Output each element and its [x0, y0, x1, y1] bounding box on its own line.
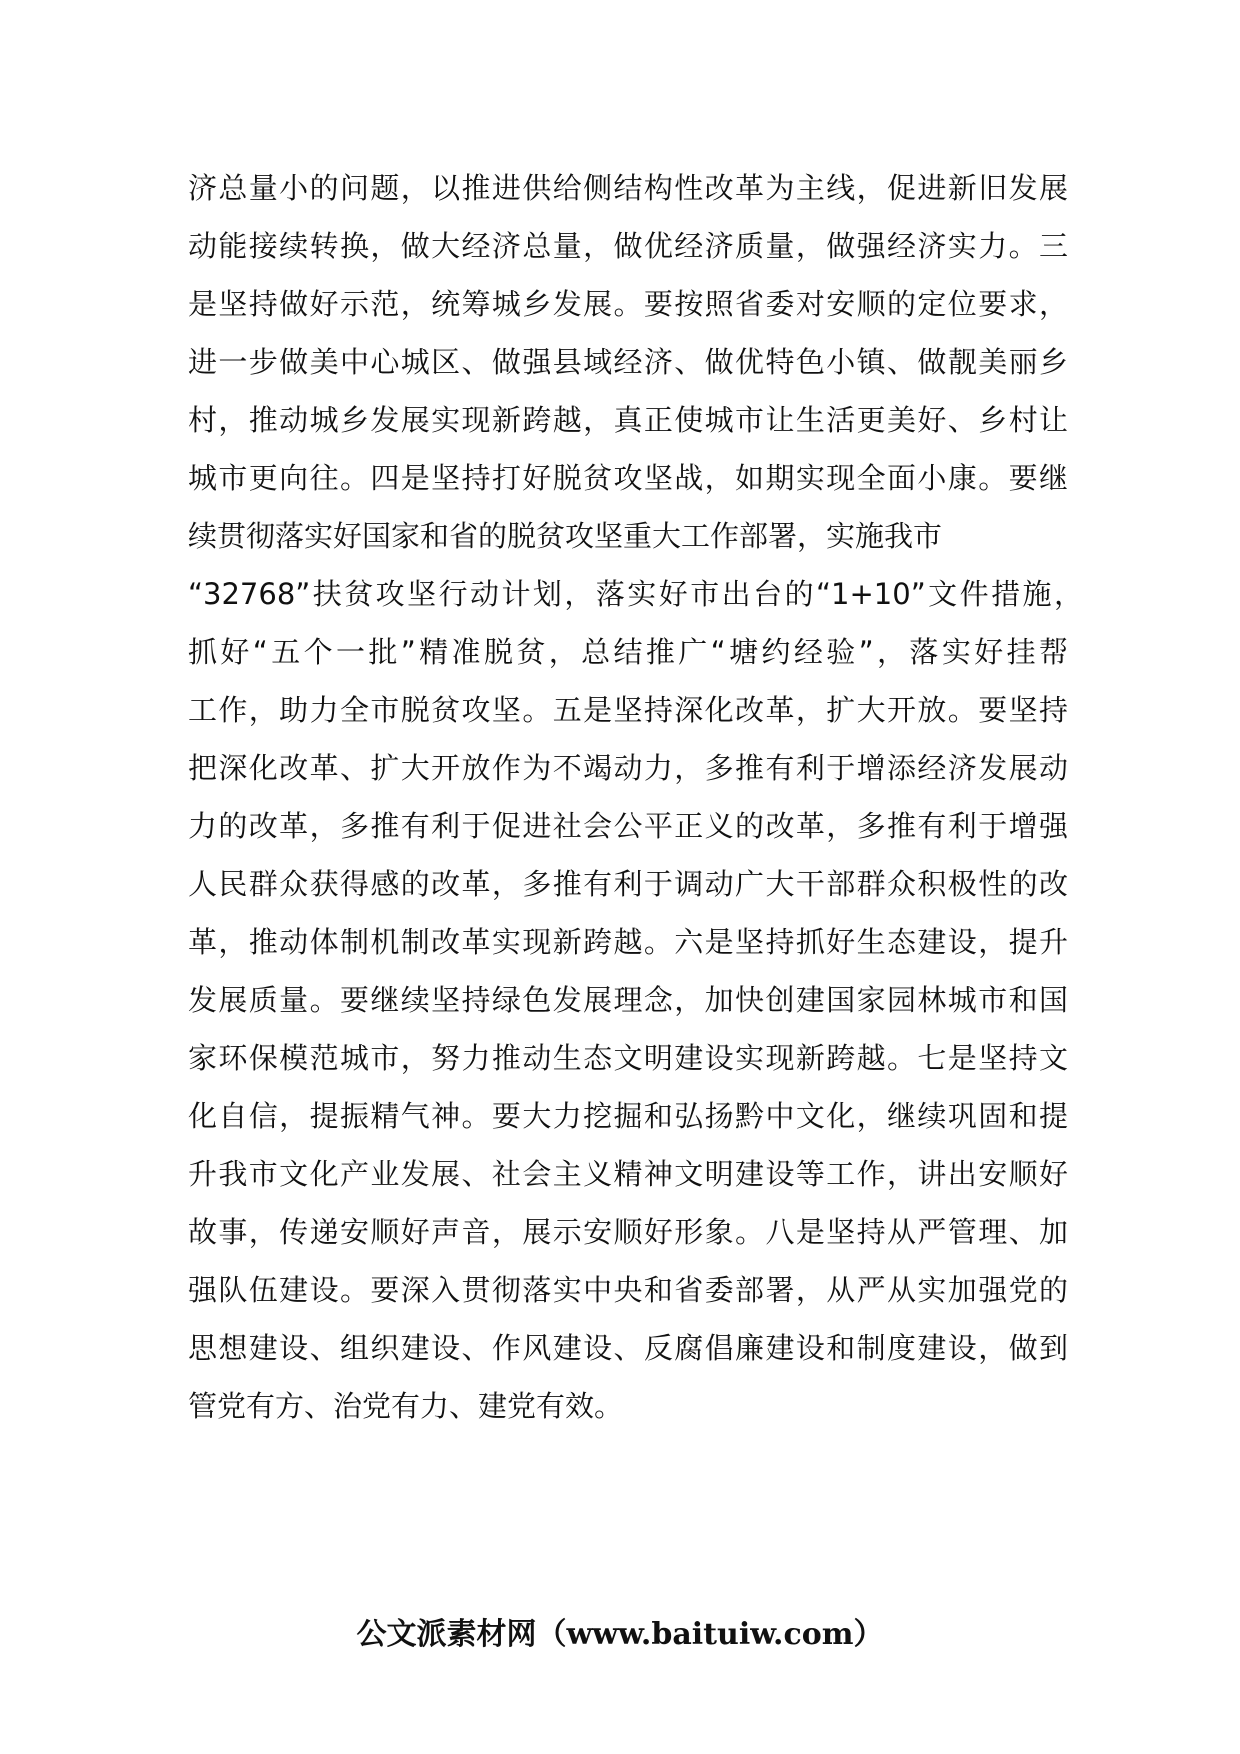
footer-source-label: 公文派素材网（www.baituiw.com）: [356, 1617, 884, 1652]
text-line: 化自信，提振精气神。要大力挖掘和弘扬黔中文化，继续巩固和提: [188, 1099, 1068, 1133]
text-line: “32768”扶贫攻坚行动计划，落实好市出台的“1+10”文件措施，: [188, 577, 1083, 611]
text-line: 革，推动体制机制改革实现新跨越。六是坚持抓好生态建设，提升: [188, 925, 1068, 959]
text-line: 思想建设、组织建设、作风建设、反腐倡廉建设和制度建设，做到: [188, 1331, 1068, 1365]
text-line: 续贯彻落实好国家和省的脱贫攻坚重大工作部署，实施我市: [188, 519, 943, 553]
text-line: 把深化改革、扩大开放作为不竭动力，多推有利于增添经济发展动: [188, 751, 1068, 785]
text-line: 发展质量。要继续坚持绿色发展理念，加快创建国家园林城市和国: [188, 983, 1068, 1017]
text-line: 工作，助力全市脱贫攻坚。五是坚持深化改革，扩大开放。要坚持: [188, 693, 1068, 727]
text-line: 力的改革，多推有利于促进社会公平正义的改革，多推有利于增强: [188, 809, 1068, 843]
text-line: 村，推动城乡发展实现新跨越，真正使城市让生活更美好、乡村让: [188, 403, 1068, 437]
text-line: 管党有方、治党有力、建党有效。: [188, 1389, 624, 1423]
text-line: 抓好“五个一批”精准脱贫，总结推广“塘约经验”，落实好挂帮: [188, 635, 1068, 669]
text-line: 家环保模范城市，努力推动生态文明建设实现新跨越。七是坚持文: [188, 1041, 1068, 1075]
text-line: 是坚持做好示范，统筹城乡发展。要按照省委对安顺的定位要求，: [188, 287, 1068, 321]
text-line: 强队伍建设。要深入贯彻落实中央和省委部署，从严从实加强党的: [188, 1273, 1068, 1307]
text-line: 故事，传递安顺好声音，展示安顺好形象。八是坚持从严管理、加: [188, 1215, 1068, 1249]
text-line: 进一步做美中心城区、做强县域经济、做优特色小镇、做靓美丽乡: [188, 345, 1068, 379]
text-line: 城市更向往。四是坚持打好脱贫攻坚战，如期实现全面小康。要继: [188, 461, 1068, 495]
text-line: 动能接续转换，做大经济总量，做优经济质量，做强经济实力。三: [188, 229, 1068, 263]
text-line: 人民群众获得感的改革，多推有利于调动广大干部群众积极性的改: [188, 867, 1068, 901]
text-line: 济总量小的问题，以推进供给侧结构性改革为主线，促进新旧发展: [188, 171, 1068, 205]
text-line: 升我市文化产业发展、社会主义精神文明建设等工作，讲出安顺好: [188, 1157, 1068, 1191]
